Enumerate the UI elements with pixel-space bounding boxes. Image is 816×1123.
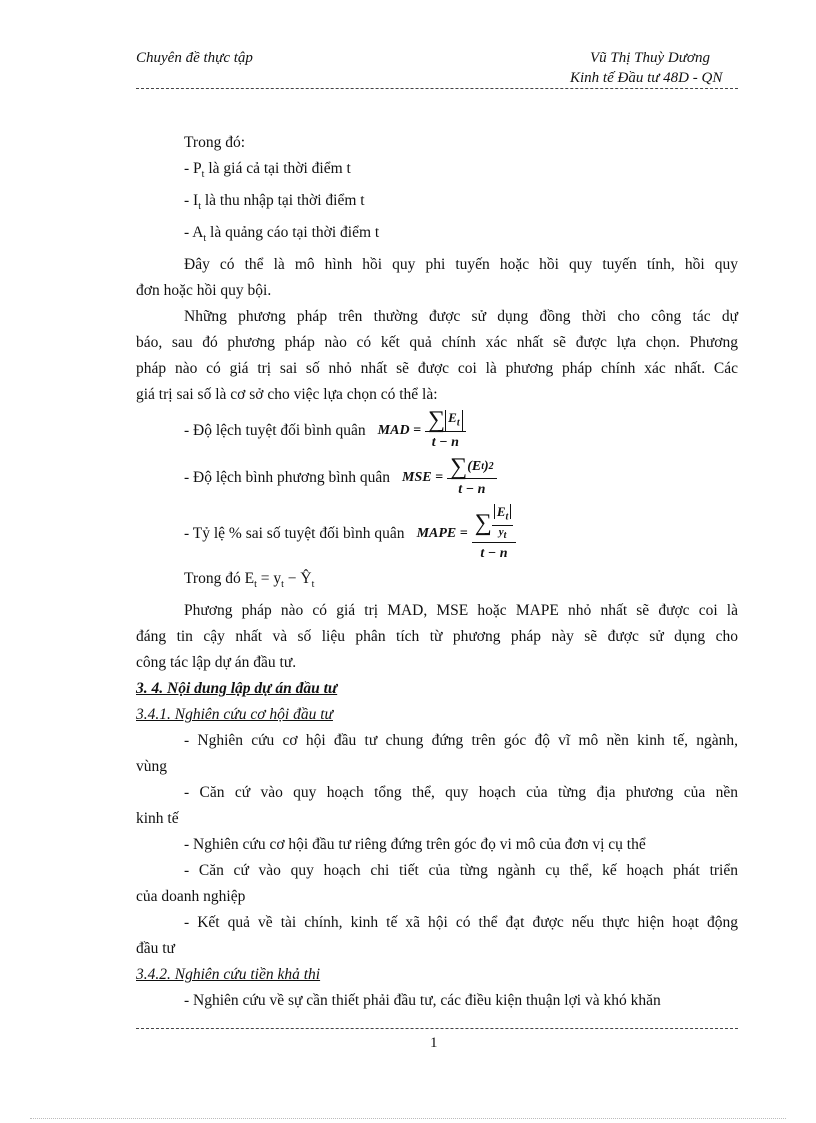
list-item-4-line-1: - Căn cứ vào quy hoạch chi tiết của từng ngành cụ thể, kế hoạch phát triển	[184, 862, 738, 880]
header-left-title: Chuyên đề thực tập	[136, 50, 253, 66]
list-item-2-line-2: kinh tế	[136, 810, 179, 828]
mse-formula-line	[136, 454, 738, 502]
header-author: Vũ Thị Thuỳ Dương	[590, 50, 710, 66]
et-definition: Trong đó $E_t = y_t$ − $Ŷ_t$	[184, 570, 315, 591]
mse-label: - Độ lệch bình phương bình quân	[184, 469, 391, 487]
header-rule	[136, 88, 738, 89]
list-item-5-line-2: đầu tư	[136, 940, 175, 958]
definition-a: - $A_t$ là quảng cáo tại thời điểm t	[184, 224, 380, 245]
mad-formula: MAD = ∑ $E_t$ t − n	[378, 409, 466, 453]
paragraph-2-line-3: pháp nào có giá trị sai số nhỏ nhất sẽ được coi là phương pháp chính xác nhất. Các	[136, 360, 738, 378]
where-label: Trong đó:	[184, 134, 246, 151]
mape-formula-line	[136, 502, 738, 566]
paragraph-2-line-2: báo, sau đó phương pháp nào có kết quả chính xác nhất sẽ được lựa chọn. Phương	[136, 334, 738, 352]
section-heading-3-4: 3. 4. Nội dung lập dự án đầu tư	[136, 680, 338, 698]
header-class: Kinh tế Đầu tư 48D - QN	[570, 70, 723, 86]
mape-formula: MAPE = ∑ $E_t$ $y_t$ t − n	[417, 504, 517, 564]
mape-label: - Tỷ lệ % sai số tuyệt đối bình quân	[184, 525, 405, 543]
footer-rule	[136, 1028, 738, 1029]
list-item-3: - Nghiên cứu cơ hội đầu tư riêng đứng trên góc đọ vi mô của đơn vị cụ thể	[184, 836, 646, 854]
section-heading-3-4-1: 3.4.1. Nghiên cứu cơ hội đầu tư	[136, 706, 333, 724]
list-item-1-line-2: vùng	[136, 758, 167, 776]
mse-formula: MSE = ∑ ( E t ) 2 t − n	[402, 456, 497, 500]
page-bottom-border	[30, 1118, 786, 1119]
paragraph-3-line-1: Phương pháp nào có giá trị MAD, MSE hoặc MAPE nhỏ nhất sẽ được coi là	[184, 602, 738, 620]
list-item-1-line-1: - Nghiên cứu cơ hội đầu tư chung đứng trên góc độ vĩ mô nền kinh tế, ngành,	[184, 732, 738, 750]
paragraph-1-line-2: đơn hoặc hồi quy bội.	[136, 282, 272, 300]
list-item-2-line-1: - Căn cứ vào quy hoạch tổng thể, quy hoạch của từng địa phương của nền	[184, 784, 738, 802]
page-number: 1	[430, 1035, 438, 1051]
mad-formula-line	[136, 408, 738, 454]
paragraph-2-line-1: Những phương pháp trên thường được sử dụng đồng thời cho công tác dự	[184, 308, 738, 326]
paragraph-2-line-4: giá trị sai số là cơ sở cho việc lựa chọn có thể là:	[136, 386, 438, 404]
paragraph-3-line-2: đáng tin cậy nhất và số liệu phân tích từ phương pháp này sẽ được sử dụng cho	[136, 628, 738, 646]
list-item-6: - Nghiên cứu về sự cần thiết phải đầu tư, các điều kiện thuận lợi và khó khăn	[184, 992, 661, 1010]
list-item-5-line-1: - Kết quả về tài chính, kinh tế xã hội có thể đạt được nếu thực hiện hoạt động	[184, 914, 738, 932]
list-item-4-line-2: của doanh nghiệp	[136, 888, 246, 906]
paragraph-3-line-3: công tác lập dự án đầu tư.	[136, 654, 297, 672]
section-heading-3-4-2: 3.4.2. Nghiên cứu tiền khả thi	[136, 966, 321, 984]
definition-p: - $P_t$ là giá cả tại thời điểm t	[184, 160, 351, 181]
definition-i: - $I_t$ là thu nhập tại thời điểm t	[184, 192, 365, 213]
paragraph-1-line-1: Đây có thể là mô hình hồi quy phi tuyến hoặc hồi quy tuyến tính, hồi quy	[184, 256, 738, 274]
body-text	[136, 130, 738, 1014]
mad-label: - Độ lệch tuyệt đối bình quân	[184, 422, 366, 440]
